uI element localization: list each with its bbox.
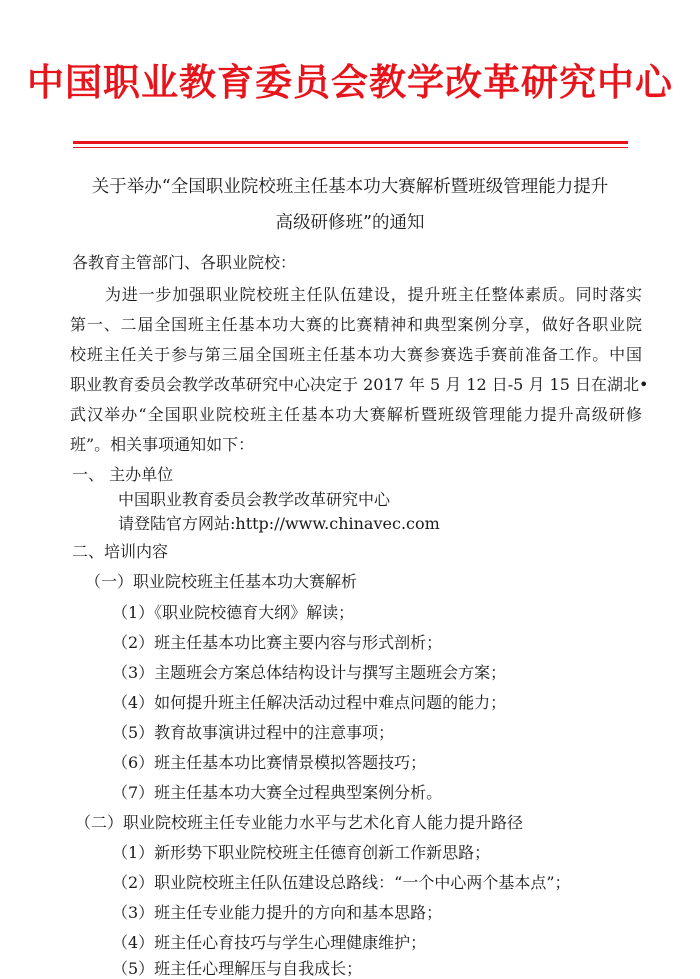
subsection-heading-2: （二）职业院校班主任专业能力水平与艺术化育人能力提升路径 bbox=[75, 813, 524, 832]
intro-line: 第一、二届全国班主任基本功大赛的比赛精神和典型案例分享，做好各职业院 bbox=[70, 315, 642, 334]
section-heading-organizer: 一、 主办单位 bbox=[72, 465, 174, 484]
list-item: （4）如何提升班主任解决活动过程中难点问题的能力； bbox=[112, 693, 507, 712]
subsection-heading-1: （一）职业院校班主任基本功大赛解析 bbox=[85, 572, 358, 591]
list-item: （1）《职业院校德育大纲》解读； bbox=[112, 603, 355, 622]
letterhead-rule-thick bbox=[73, 141, 628, 144]
list-item: （6）班主任基本功比赛情景模拟答题技巧； bbox=[112, 753, 427, 772]
list-item: （3）班主任专业能力提升的方向和基本思路； bbox=[112, 903, 443, 922]
list-item: （1）新形势下职业院校班主任德育创新工作新思路； bbox=[112, 843, 491, 862]
list-item: （5）教育故事演讲过程中的注意事项； bbox=[112, 723, 395, 742]
org-letterhead-title: 中国职业教育委员会教学改革研究中心 bbox=[27, 61, 673, 104]
list-item: （2）班主任基本功比赛主要内容与形式剖析； bbox=[112, 633, 443, 652]
intro-line: 为进一步加强职业院校班主任队伍建设，提升班主任整体素质。同时落实 bbox=[105, 285, 642, 304]
letterhead-rule-thin bbox=[73, 147, 628, 148]
list-item: （2）职业院校班主任队伍建设总路线：“一个中心两个基本点”； bbox=[112, 873, 571, 892]
official-website-link[interactable]: 请登陆官方网站:http://www.chinavec.com bbox=[118, 514, 440, 533]
organizer-name: 中国职业教育委员会教学改革研究中心 bbox=[118, 490, 391, 509]
intro-line: 班”。相关事项通知如下： bbox=[70, 435, 255, 454]
list-item: （5）班主任心理解压与自我成长； bbox=[112, 959, 363, 978]
list-item: （4）班主任心育技巧与学生心理健康维护； bbox=[112, 933, 427, 952]
section-heading-training: 二、培训内容 bbox=[72, 542, 169, 561]
list-item: （3）主题班会方案总体结构设计与撰写主题班会方案； bbox=[112, 663, 507, 682]
salutation: 各教育主管部门、各职业院校： bbox=[72, 253, 297, 272]
intro-line: 武汉举办“全国职业院校班主任基本功大赛解析暨班级管理能力提升高级研修 bbox=[70, 405, 642, 424]
intro-line: 校班主任关于参与第三届全国班主任基本功大赛参赛选手赛前准备工作。中国 bbox=[70, 345, 642, 364]
notice-title-line-2: 高级研修班”的通知 bbox=[275, 213, 425, 233]
notice-title-line-1: 关于举办“全国职业院校班主任基本功大赛解析暨班级管理能力提升 bbox=[91, 177, 609, 197]
intro-line: 职业教育委员会教学改革研究中心决定于 2017 年 5 月 12 日-5 月 15 日在湖北• bbox=[70, 375, 649, 394]
list-item: （7）班主任基本功大赛全过程典型案例分析。 bbox=[112, 783, 443, 802]
